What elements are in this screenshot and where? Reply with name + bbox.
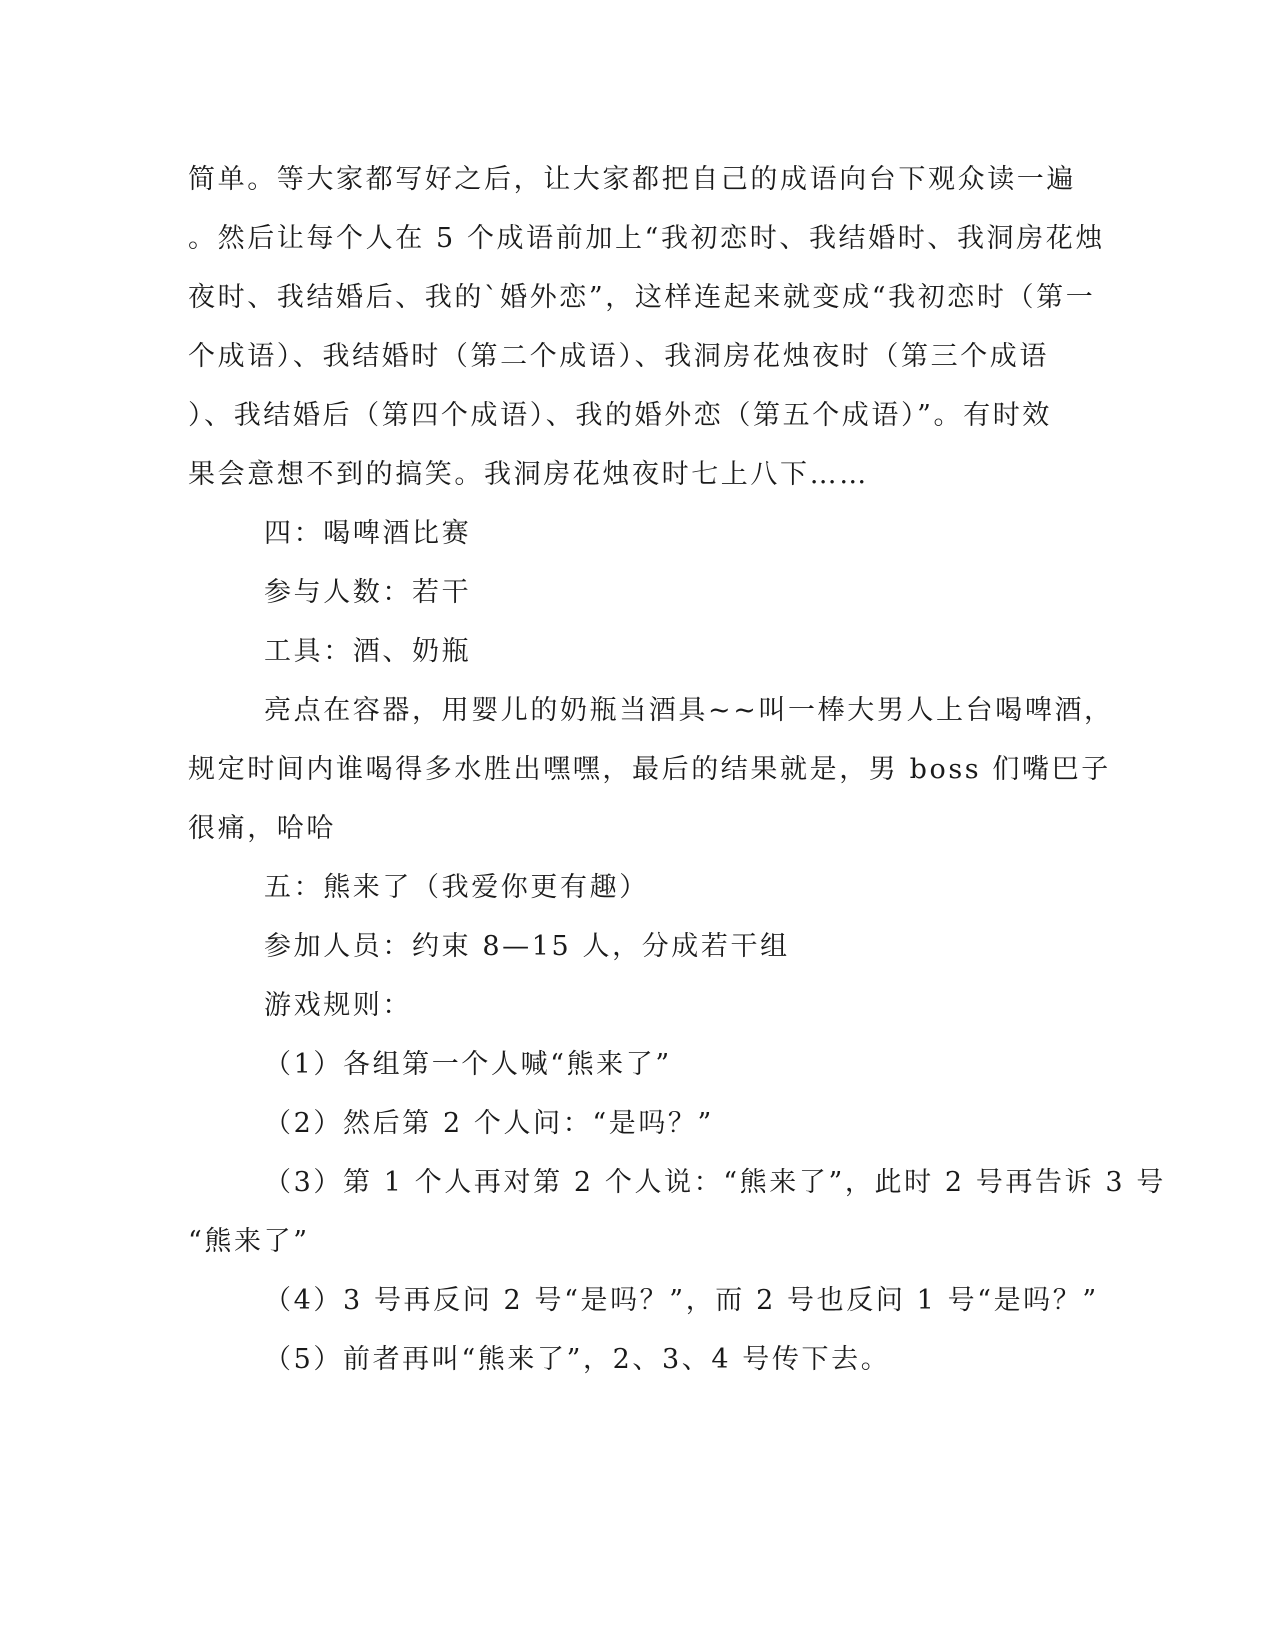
paragraph-line: 个成语）、我结婚时（第二个成语）、我洞房花烛夜时（第三个成语 [188,341,1049,372]
paragraph-line: 规定时间内谁喝得多水胜出嘿嘿，最后的结果就是，男 boss 们嘴巴子 [188,754,1111,785]
participants-text: 参加人员：约束 8—15 人，分成若干组 [264,931,790,962]
rule-item-continuation: “熊来了” [188,1226,310,1257]
section-heading: 四：喝啤酒比赛 [264,518,472,549]
rule-item: （1）各组第一个人喊“熊来了” [264,1049,672,1080]
participants-text: 参与人数：若干 [264,577,472,608]
paragraph-line: 亮点在容器，用婴儿的奶瓶当酒具~~叫一棒大男人上台喝啤酒， [264,695,1114,726]
section-heading: 五：熊来了（我爱你更有趣） [264,872,649,903]
rules-heading: 游戏规则： [264,990,412,1021]
paragraph-line: 夜时、我结婚后、我的`婚外恋”，这样连起来就变成“我初恋时（第一 [188,282,1096,313]
paragraph-line: 果会意想不到的搞笑。我洞房花烛夜时七上八下…… [188,459,869,490]
paragraph-line: ）、我结婚后（第四个成语）、我的婚外恋（第五个成语）”。有时效 [188,400,1052,431]
paragraph-line: 很痛，哈哈 [188,813,336,844]
rule-item: （5）前者再叫“熊来了”，2、3、4 号传下去。 [264,1344,891,1375]
paragraph-line: 简单。等大家都写好之后，让大家都把自己的成语向台下观众读一遍 [188,164,1076,195]
rule-item: （2）然后第 2 个人问：“是吗？” [264,1108,714,1139]
tools-text: 工具：酒、奶瓶 [264,636,472,667]
rule-item: （4）3 号再反问 2 号“是吗？”，而 2 号也反问 1 号“是吗？” [264,1285,1099,1316]
rule-item: （3）第 1 个人再对第 2 个人说：“熊来了”，此时 2 号再告诉 3 号 [264,1167,1166,1198]
paragraph-line: 。然后让每个人在 5 个成语前加上“我初恋时、我结婚时、我洞房花烛 [188,223,1105,254]
